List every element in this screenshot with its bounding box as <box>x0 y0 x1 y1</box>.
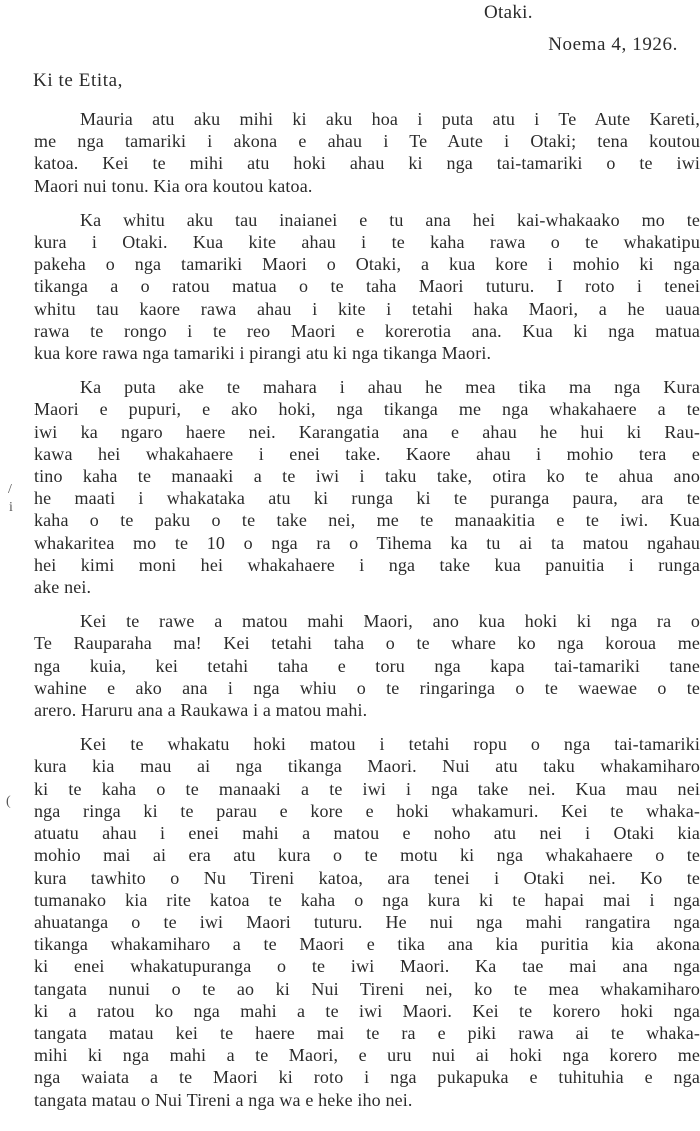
letter-paragraph <box>34 610 700 721</box>
text-line: Ka whitu aku tau inaianei e tu ana hei kai-whakaako mo te <box>80 209 700 230</box>
letter-date: Noema 4, 1926. <box>548 34 678 55</box>
text-line: he maati i whakataka atu ki runga ki te puranga paura, ara te <box>34 488 700 509</box>
text-line: me nga tamariki i akona e ahau i Te Aute i Otaki; tena koutou <box>34 131 700 152</box>
text-line: tangata matau o Nui Tireni a nga wa e heke iho nei. <box>34 1089 413 1110</box>
text-line: kua kore rawa nga tamariki i pirangi atu ki nga tikanga Maori. <box>34 343 492 364</box>
text-line: nga kuia, kei tetahi taha e toru nga kapa tai-tamariki tane <box>34 655 700 676</box>
text-line: mohio mai ai era atu kura o te motu ki nga whakahaere o te <box>34 845 700 866</box>
text-line: tikanga whakamiharo a te Maori e tika ana kia puritia kia akona <box>34 934 700 955</box>
text-line: Kei te rawe a matou mahi Maori, ano kua hoki ki nga ra o <box>80 611 700 632</box>
text-line: nga ringa ki te parau e kore e hoki whakamuri. Kei te whaka- <box>34 800 700 821</box>
text-line: hei kimi moni hei whakahaere i nga take kua panuitia i runga <box>34 554 700 575</box>
text-line: ki a ratou ko nga mahi a te iwi Maori. Kei te korero hoki nga <box>34 1000 700 1021</box>
text-line: Mauria atu aku mihi ki aku hoa i puta atu i Te Aute Kareti, <box>80 109 700 129</box>
text-line: kura kia mau ai nga tikanga Maori. Nui atu taku whakamiharo <box>34 756 700 777</box>
letter-salutation: Ki te Etita, <box>33 70 124 91</box>
text-line: kawa hei whakahaere i enei take. Kaore ahau i mohio tera e <box>34 443 700 464</box>
text-line: ki enei whakatupuranga o te iwi Maori. Ka tae mai ana nga <box>34 956 700 977</box>
text-line: pakeha o nga tamariki Maori o Otaki, a kua kore i mohio ki nga <box>34 254 700 275</box>
margin-mark: / <box>8 482 12 497</box>
text-line: kura tawhito o Nu Tireni katoa, ara tenei i Otaki nei. Ko te <box>34 867 700 888</box>
letter-paragraph <box>34 376 700 598</box>
text-line: tangata nunui o te ao ki Nui Tireni nei, ko te mea whakamiharo <box>34 978 700 999</box>
letter-body <box>34 108 700 1123</box>
text-line: whakaritea mo te 10 o nga ra o Tihema ka tu ai ta matou ngahau <box>34 532 700 553</box>
text-line: Te Rauparaha ma! Kei tetahi taha o te whare ko nga koroua me <box>34 633 700 654</box>
text-line: tino kaha te manaaki a te iwi i taku take, otira ko te ahua ano <box>34 466 700 487</box>
text-line: atuatu ahau i enei mahi a matou e noho atu nei i Otaki kia <box>34 823 700 844</box>
margin-mark: i <box>9 500 13 515</box>
text-line: nga waiata a te Maori ki roto i nga pukapuka e tuhituhia e nga <box>34 1067 700 1088</box>
text-line: tangata matau kei te haere mai te ra e piki rawa ai te whaka- <box>34 1022 700 1043</box>
text-line: ki te kaha o te manaaki a te iwi i nga take nei. Kua mau nei <box>34 778 700 799</box>
letter-paragraph <box>34 209 700 364</box>
letter-paragraph <box>34 108 700 197</box>
text-line: ahuatanga o te iwi Maori tuturu. He nui nga mahi rangatira nga <box>34 911 700 932</box>
text-line: whitu tau kaore rawa ahau i kite i tetahi haka Maori, a he uaua <box>34 298 700 319</box>
text-line: kura i Otaki. Kua kite ahau i te kaha rawa o te whakatipu <box>34 232 700 253</box>
letter-paragraph <box>34 733 700 1110</box>
text-line: Ka puta ake te mahara i ahau he mea tika ma nga Kura <box>80 377 700 398</box>
text-line: katoa. Kei te mihi atu hoki ahau ki nga tai-tamariki o te iwi <box>34 153 700 174</box>
text-line: tikanga a o ratou matua o te taha Maori tuturu. I roto i tenei <box>34 276 700 297</box>
text-line: Maori e pupuri, e ako hoki, nga tikanga me nga whakahaere a te <box>34 399 700 420</box>
text-line: mihi ki nga mahi a te Maori, e uru nui ai hoki nga korero me <box>34 1045 700 1066</box>
text-line: rawa te rongo i te reo Maori e korerotia ana. Kua ki nga matua <box>34 320 700 341</box>
letter-place: Otaki. <box>484 2 533 23</box>
text-line: Kei te whakatu hoki matou i tetahi ropu o nga tai-tamariki <box>80 734 700 755</box>
text-line: iwi ka ngaro haere nei. Karangatia ana e ahau he hui ki Rau- <box>34 421 700 442</box>
text-line: Maori nui tonu. Kia ora koutou katoa. <box>34 175 313 196</box>
text-line: arero. Haruru ana a Raukawa i a matou mahi. <box>34 700 368 721</box>
text-line: wahine e ako ana i nga whiu o te ringaringa o te waewae o te <box>34 677 700 698</box>
margin-mark: ( <box>6 794 11 809</box>
text-line: kaha o te paku o te take nei, me te manaakitia e te iwi. Kua <box>34 510 700 531</box>
text-line: ake nei. <box>34 577 92 598</box>
text-line: tumanako kia rite katoa te kaha o nga kura ki te hapai mai i nga <box>34 889 700 910</box>
